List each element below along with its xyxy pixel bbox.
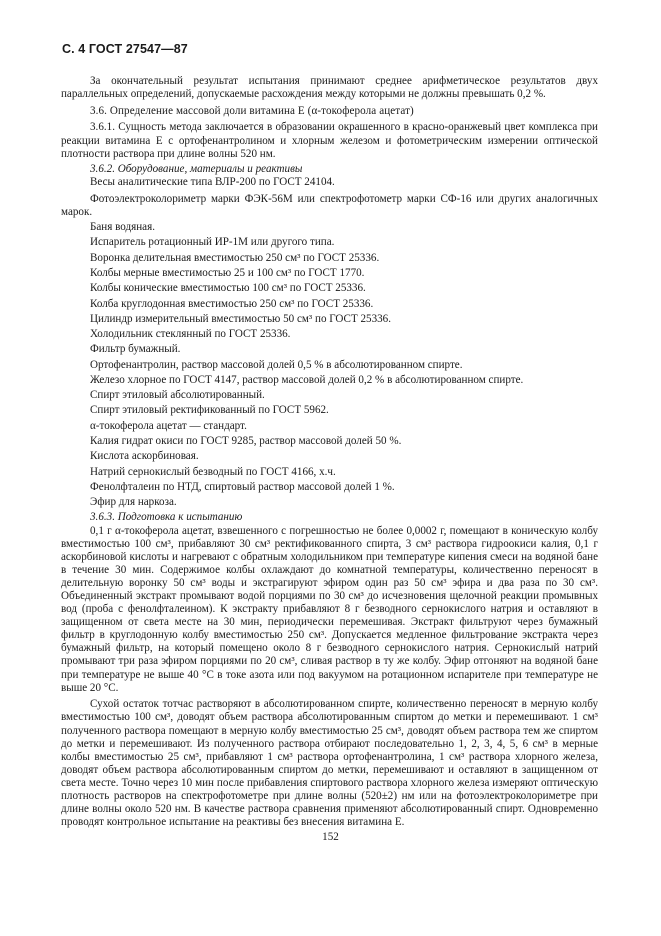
equipment-item: Фильтр бумажный.	[90, 343, 181, 356]
subsection-3-6-3-text: 3.6.3. Подготовка к испытанию	[90, 511, 243, 524]
equipment-item: Цилиндр измерительный вместимостью 50 см³ по ГОСТ 25336.	[90, 312, 392, 325]
equipment-item: Фотоэлектроколориметр марки ФЭК-56М или спектрофотометр марки СФ-16 или других аналогичных марок.	[61, 192, 598, 218]
equipment-item: Баня водяная.	[90, 221, 155, 234]
page-header: С. 4 ГОСТ 27547—87	[62, 42, 188, 56]
reagent-item: Эфир для наркоза.	[90, 496, 177, 509]
subsection-heading-3-6-3	[61, 511, 598, 524]
reagent-item: Железо хлорное по ГОСТ 4147, раствор массовой долей 0,2 % в абсолютированном спирте.	[90, 373, 524, 386]
equipment-item: Колбы мерные вместимостью 25 и 100 см³ по ГОСТ 1770.	[90, 266, 365, 279]
equipment-item: Весы аналитические типа ВЛР-200 по ГОСТ 24104.	[90, 176, 335, 189]
section-3-6-text: 3.6. Определение массовой доли витамина Е (α-токоферола ацетат)	[90, 104, 414, 117]
reagent-item: Натрий сернокислый безводный по ГОСТ 4166, х.ч.	[90, 465, 336, 478]
reagent-item: Калия гидрат окиси по ГОСТ 9285, раствор массовой долей 50 %.	[90, 435, 402, 448]
equipment-item: Испаритель ротационный ИР-1М или другого типа.	[90, 236, 335, 249]
reagent-item: Спирт этиловый абсолютированный.	[90, 389, 265, 402]
paragraph-3-6-1	[61, 121, 598, 160]
paragraph-final-result	[61, 75, 598, 101]
document-body	[61, 75, 598, 829]
final-result-text: За окончательный результат испытания принимают среднее арифметическое результатов двух параллельных определений, допускаемые расхождения между которыми не должны превышать 0,2 %.	[61, 75, 598, 101]
subsection-heading-3-6-2	[61, 163, 598, 176]
equipment-item: Холодильник стеклянный по ГОСТ 25336.	[90, 328, 291, 341]
paragraph-dry-residue: Сухой остаток тотчас растворяют в абсолютированном спирте, количественно переносят в мерную колбу вместимостью 100 см³, доводят объем раствора абсолютированным спиртом до метки и перемешивают. 1 см³ полученного раствора помещают в мерную колбу вместимостью 25 см³, доводят объем раствора тем же спиртом до метки и перемешивают. Из полученного раствора отбирают последовательно 1, 2, 3, 4, 5, 6 см³ в мерные колбы вместимостью 25 см³, прибавляют 1 см³ раствора ортофенантролина, 1 см³ раствора хлорного железа, доводят объем раствора абсолютированным спиртом до метки, перемешивают и оставляют в защищенном от света месте. Точно через 10 мин после прибавления спиртового раствора хлорного железа измеряют оптическую плотность растворов на спектрофотометре при длине волны (520±2) нм или на фотоэлектроколориметре при длине волны около 520 нм. В качестве раствора сравнения применяют абсолютированный спирт. Одновременно проводят контрольное испытание на реактивы без внесения витамина Е.	[61, 698, 598, 829]
section-heading-3-6	[61, 105, 598, 118]
paragraph-3-6-1-text: 3.6.1. Сущность метода заключается в образовании окрашенного в красно-оранжевый цвет комплекса при реакции витамина Е с ортофенантролином и хлорным железом и фотометрическим измерении оптической плотности раствора при длине волны 520 нм.	[61, 121, 598, 160]
reagent-item: Ортофенантролин, раствор массовой долей 0,5 % в абсолютированном спирте.	[90, 358, 463, 371]
page-number: 152	[322, 831, 339, 843]
reagent-item: α-токоферола ацетат — стандарт.	[90, 419, 247, 432]
equipment-item: Колба круглодонная вместимостью 250 см³ по ГОСТ 25336.	[90, 297, 374, 310]
equipment-item: Воронка делительная вместимостью 250 см³ по ГОСТ 25336.	[90, 251, 380, 264]
subsection-3-6-2-text: 3.6.2. Оборудование, материалы и реактивы	[90, 162, 303, 175]
paragraph-preparation: 0,1 г α-токоферола ацетат, взвешенного с погрешностью не более 0,0002 г, помещают в коническую колбу вместимостью 100 см³, прибавляют 30 см³ ректификованного спирта, 3 см³ раствора гидроокиси калия, 0,1 г аскорбиновой кислоты и нагревают с обратным холодильником при температуре кипения смеси на водяной бане в течение 30 мин. Содержимое колбы охлаждают до комнатной температуры, количественно переносят в делительную воронку 50 см³ воды и экстрагируют эфиром один раз 50 см³ эфира и два раза по 30 см³. Объединенный экстракт промывают водой порциями по 30 см³ до исчезновения щелочной реакции промывных вод (проба с фенолфталеином). К экстракту прибавляют 8 г безводного сернокислого натрия и оставляют в защищенном от света месте на 30 мин, периодически перемешивая. Экстракт фильтруют через бумажный фильтр в круглодонную колбу вместимостью 250 см³. Допускается медленное фильтрование экстракта через бумажный фильтр, на который помещено около 8 г безводного сернокислого натрия. Сернокислый натрий промывают три раза эфиром порциями по 20 см³, сливая раствор в ту же колбу. Эфир отгоняют на водяной бане при температуре не выше 40 °С в токе азота или под вакуумом на ротационном испарителе при температуре не выше 20 °С.	[61, 524, 598, 694]
reagent-item: Спирт этиловый ректификованный по ГОСТ 5962.	[90, 404, 329, 417]
reagent-item: Фенолфталеин по НТД, спиртовый раствор массовой долей 1 %.	[90, 480, 395, 493]
reagent-item: Кислота аскорбиновая.	[90, 450, 199, 463]
equipment-item: Колбы конические вместимостью 100 см³ по ГОСТ 25336.	[90, 282, 366, 295]
